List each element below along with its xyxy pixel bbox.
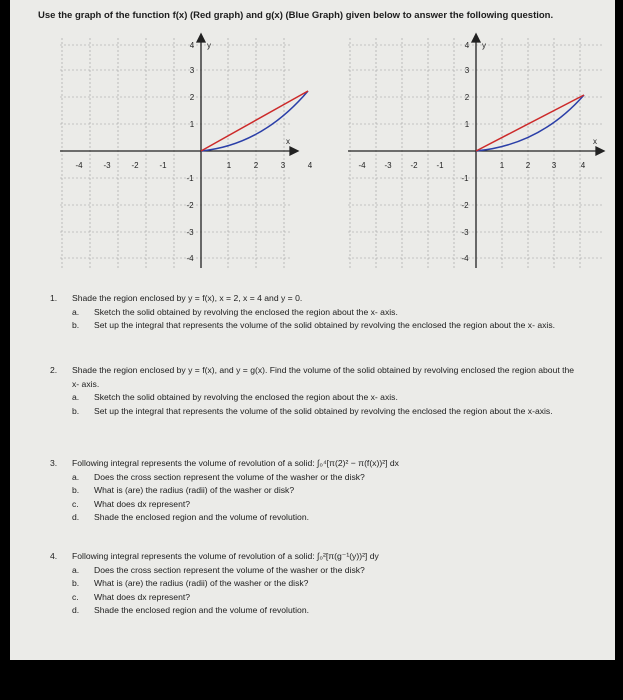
x-tick-left-0: -4	[75, 161, 83, 170]
y-tick-right-6: -3	[461, 228, 469, 237]
ticks-right	[358, 41, 597, 263]
x-axis-label-right: x	[593, 137, 597, 146]
ticks-left	[75, 41, 312, 263]
x-tick-right-2: -2	[410, 161, 418, 170]
y-axis-label-right: y	[482, 41, 486, 50]
y-tick-left-7: -4	[186, 254, 194, 263]
question-4a: a. Does the cross section represent the volume of the washer or the disk?	[72, 564, 365, 575]
x-tick-left-1: -3	[103, 161, 111, 170]
x-axis-label-left: x	[286, 137, 290, 146]
graph-right	[340, 30, 610, 275]
x-tick-right-1: -3	[384, 161, 392, 170]
red-line-right	[476, 95, 584, 151]
question-4-number: 4.	[50, 551, 58, 561]
grid-left	[60, 38, 292, 268]
question-2b: b. Set up the integral that represents the volume of the solid obtained by revolving the enclosed the region about the x-axis.	[72, 405, 553, 416]
x-tick-left-3: -1	[159, 161, 167, 170]
question-1-number: 1.	[50, 293, 58, 303]
y-tick-right-0: 4	[464, 41, 470, 50]
question-3-text: Following integral represents the volume of revolution of a solid: ∫₀⁴[π(2)² − π(f(x))²] dx	[72, 458, 399, 468]
y-tick-right-3: 1	[464, 120, 470, 129]
y-tick-left-4: -1	[186, 174, 194, 183]
question-3-number: 3.	[50, 458, 58, 468]
y-tick-right-4: -1	[461, 174, 469, 183]
x-tick-right-0: -4	[358, 161, 366, 170]
question-4b: b. What is (are) the radius (radii) of the washer or the disk?	[72, 578, 309, 588]
x-tick-right-5: 2	[525, 161, 531, 170]
question-2a: a. Sketch the solid obtained by revolving the enclosed the region about the x- axis.	[72, 392, 398, 402]
x-tick-left-7: 4	[307, 161, 313, 170]
x-tick-left-6: 3	[280, 161, 286, 170]
x-tick-left-2: -2	[131, 161, 139, 170]
y-tick-left-3: 1	[189, 120, 195, 129]
y-axis-label-left: y	[207, 41, 211, 50]
grid-right	[348, 38, 602, 268]
y-tick-right-2: 2	[464, 93, 470, 102]
x-tick-right-7: 4	[580, 161, 586, 170]
x-tick-right-4: 1	[499, 161, 505, 170]
x-tick-left-4: 1	[226, 161, 232, 170]
x-tick-right-6: 3	[551, 161, 557, 170]
question-2-number: 2.	[50, 365, 58, 375]
question-3c: c. What does dx represent?	[72, 498, 191, 509]
y-tick-right-5: -2	[461, 201, 469, 210]
question-3b: b. What is (are) the radius (radii) of the washer or disk?	[72, 485, 295, 495]
y-tick-left-1: 3	[189, 66, 195, 75]
question-1b: b. Set up the integral that represents the volume of the solid obtained by revolving the enclosed the region about the x- axis.	[72, 320, 556, 330]
question-1a: a. Sketch the solid obtained by revolving the enclosed the region about the x- axis.	[72, 306, 398, 317]
question-3d: d. Shade the enclosed region and the volume of revolution.	[72, 512, 309, 522]
y-tick-left-2: 2	[189, 93, 195, 102]
red-line-left	[201, 91, 308, 151]
y-tick-right-1: 3	[464, 66, 470, 75]
question-1-text: Shade the region enclosed by y = f(x), x = 2, x = 4 and y = 0.	[72, 293, 303, 303]
question-4c: c. What does dx represent?	[72, 591, 191, 602]
axes-left	[60, 34, 298, 268]
graph-left	[52, 30, 313, 275]
instruction-header: Use the graph of the function f(x) (Red graph) and g(x) (Blue Graph) given below to answer the following question.	[38, 10, 554, 21]
worksheet-page	[10, 0, 615, 660]
question-3a: a. Does the cross section represent the volume of the washer or the disk?	[72, 471, 365, 482]
y-tick-right-7: -4	[461, 254, 469, 263]
x-tick-left-5: 2	[253, 161, 259, 170]
y-tick-left-5: -2	[186, 201, 194, 210]
question-4d: d. Shade the enclosed region and the volume of revolution.	[72, 605, 309, 615]
question-4-text: Following integral represents the volume of revolution of a solid: ∫₀²[π(g⁻¹(y))²] dy	[72, 551, 379, 561]
question-2-text: Shade the region enclosed by y = f(x), and y = g(x). Find the volume of the solid obtained by revolving enclosed the region about the x- axis.	[72, 365, 575, 389]
x-tick-right-3: -1	[436, 161, 444, 170]
y-tick-left-6: -3	[186, 228, 194, 237]
y-tick-left-0: 4	[189, 41, 195, 50]
